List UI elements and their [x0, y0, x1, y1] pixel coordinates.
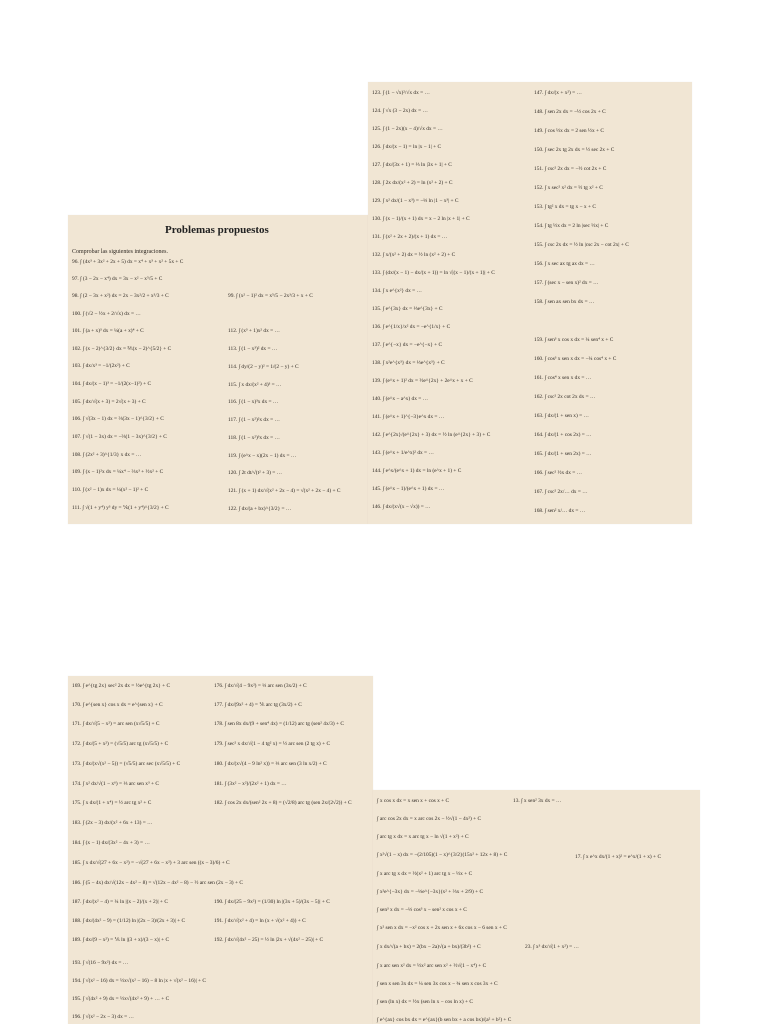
- equation-line: 193. ∫ √(16 − 9x²) dx = …: [72, 960, 129, 966]
- equation-line: ∫ x²√(1 − x) dx = −(2/105)(1 − x)^{3/2}(15x² + 12x + 8) + C: [377, 852, 508, 858]
- equation-line: 159. ∫ sen³ x cos x dx = ¼ sen⁴ x + C: [534, 337, 614, 343]
- equation-line: 139. ∫ (e^x + 1)² dx = ½e^{2x} + 2e^x + x + C: [372, 378, 473, 384]
- equation-line: 119. ∫ (e^x − x)(2x − 1) dx = …: [228, 453, 297, 459]
- equation-line: 135. ∫ e^{3x} dx = ⅓e^{3x} + C: [372, 306, 443, 312]
- equation-line: 172. ∫ dx/(5 + x²) = (√5/5) arc tg (x√5/5) + C: [72, 741, 169, 747]
- equation-line: 160. ∫ cos³ x sen x dx = −¼ cos⁴ x + C: [534, 356, 617, 362]
- equation-line: 195. ∫ √(4x² + 9) dx = ½x√(4x² + 9) + … + C: [72, 996, 170, 1002]
- equation-line: 132. ∫ x/(x² + 2) dx = ½ ln (x² + 2) + C: [372, 252, 456, 258]
- equation-line: 130. ∫ (x − 1)/(x + 1) dx = x − 2 ln |x + 1| + C: [372, 216, 470, 222]
- equation-line: 117. ∫ (1 − x²)²x dx = …: [228, 417, 280, 423]
- equation-line: 137. ∫ e^{−x} dx = −e^{−x} + C: [372, 342, 443, 348]
- equation-line: ∫ x dx/√(a + bx) = 2(bx − 2a)√(a + bx)/(3b²) + C: [377, 944, 481, 950]
- equation-line: ∫ x² sen x dx = −x² cos x + 2x sen x + 6x cos x − 6 sen x + C: [377, 925, 507, 931]
- equation-line: 150. ∫ sec 2x tg 2x dx = ½ sec 2x + C: [534, 147, 615, 153]
- equation-line: ∫ sen (ln x) dx = ½x (sen ln x − cos ln x) + C: [377, 999, 473, 1005]
- equation-line: 181. ∫ (3x² − x²)/(2x² + 1) dx = …: [214, 781, 287, 787]
- equation-line: 151. ∫ csc² 2x dx = −½ cot 2x + C: [534, 166, 607, 172]
- equation-line: 180. ∫ dx/(x√(4 − 9 ln² x)) = ⅓ arc sen (3 ln x/2) + C: [214, 761, 327, 767]
- equation-line: 136. ∫ e^{1/x}/x² dx = −e^{1/x} + C: [372, 324, 451, 330]
- equation-line: 142. ∫ e^{2x}/(e^{2x} + 3) dx = ½ ln (e^{2x} + 3) + C: [372, 432, 491, 438]
- equation-line: 144. ∫ e^x/(e^x + 1) dx = ln (e^x + 1) + C: [372, 468, 462, 474]
- equation-line: 187. ∫ dx/(x² − 4) = ¼ ln |(x − 2)/(x + 2)| + C: [72, 899, 168, 905]
- equation-line: 112. ∫ (x³ + 1)x² dx = …: [228, 328, 280, 334]
- top-left-page: [68, 215, 368, 524]
- equation-line: ∫ sen x sen 3x dx = ¼ sen 3x cos x − ¾ sen x cos 3x + C: [377, 981, 498, 987]
- equation-line: 129. ∫ x² dx/(1 − x³) = −⅓ ln |1 − x³| + C: [372, 198, 459, 204]
- equation-line: 125. ∫ (1 − 2x)(x − 4)/√x dx = …: [372, 126, 443, 132]
- equation-line: 168. ∫ sen² x/… dx = …: [534, 508, 586, 514]
- equation-line: 124. ∫ √x (3 − 2x) dx = …: [372, 108, 428, 114]
- bottom-right-page: [373, 790, 700, 1024]
- equation-line: 156. ∫ x sec ax tg ax dx = …: [534, 261, 595, 267]
- equation-line: 170. ∫ e^{sen x} cos x dx = e^{sen x} + C: [72, 702, 163, 708]
- equation-line: 101. ∫ (a + x)³ dx = ¼(a + x)⁴ + C: [72, 328, 144, 334]
- equation-line: 164. ∫ dx/(1 + cos 2x) = …: [534, 432, 592, 438]
- equation-line: 100. ∫ (√2 − ½x + 2/√x) dx = …: [72, 311, 141, 317]
- equation-line: 186. ∫ (5 − 4x) dx/√(12x − 4x² − 8) = √(12x − 4x² − 8) − ½ arc sen (2x − 3) + C: [72, 880, 243, 886]
- equation-line: 134. ∫ x e^{x²} dx = …: [372, 288, 422, 294]
- equation-line: 155. ∫ csc 2x dx = ½ ln |csc 2x − cot 2x| + C: [534, 242, 629, 248]
- equation-line: 163. ∫ dx/(1 + sen x) = …: [534, 413, 589, 419]
- equation-line: 138. ∫ x²e^{x³} dx = ⅓e^{x³} + C: [372, 360, 445, 366]
- equation-line: 148. ∫ sen 2x dx = −½ cos 2x + C: [534, 109, 606, 115]
- equation-line: 133. ∫ (dx/(x − 1) − dx/(x + 1)) = ln √|(x − 1)/(x + 1)| + C: [372, 270, 495, 276]
- equation-line: 120. ∫ 2t dt/√(t² + 3) = …: [228, 470, 283, 476]
- equation-line: 184. ∫ (x − 1) dx/(3x² − 4x + 3) = …: [72, 840, 150, 846]
- equation-line: 167. ∫ csc² 2x/… dx = …: [534, 489, 588, 495]
- equation-line: 118. ∫ (1 − x²)³x dx = …: [228, 435, 280, 441]
- equation-line: 157. ∫ (sec x − sen x)² dx = …: [534, 280, 599, 286]
- equation-line: 158. ∫ sen ax sen bx dx = …: [534, 299, 595, 305]
- page-subtitle: Comprobar las siguientes integraciones.: [72, 249, 168, 255]
- equation-line: 116. ∫ (1 − x)³x dx = …: [228, 399, 279, 405]
- equation-line: 171. ∫ dx/√(5 − x²) = arc sen (x√5/5) + C: [72, 721, 160, 727]
- equation-line: 17. ∫ x e^x dx/(1 + x)² = e^x/(1 + x) + C: [575, 854, 662, 860]
- equation-line: ∫ arc cos 2x dx = x arc cos 2x − ½√(1 − 4x²) + C: [377, 816, 482, 822]
- page-title: Problemas propuestos: [165, 224, 269, 236]
- equation-line: ∫ x cos x dx = x sen x + cos x + C: [377, 798, 450, 804]
- equation-line: 97. ∫ (3 − 2x − x⁴) dx = 3x − x² − x⁵/5 + C: [72, 276, 163, 282]
- equation-line: 140. ∫ (e^x − a^x) dx = …: [372, 396, 429, 402]
- equation-line: 154. ∫ tg ½x dx = 2 ln |sec ½x| + C: [534, 223, 609, 229]
- equation-line: 185. ∫ x dx/√(27 + 6x − x²) = −√(27 + 6x − x²) + 3 arc sen ((x − 3)/6) + C: [72, 860, 230, 866]
- equation-line: 194. ∫ √(x² − 16) dx = ½x√(x² − 16) − 8 ln |x + √(x² − 16)| + C: [72, 978, 207, 984]
- equation-line: 161. ∫ cos⁴ x sen x dx = …: [534, 375, 592, 381]
- equation-line: 173. ∫ dx/(x√(x² − 5)) = (√5/5) arc sec (x√5/5) + C: [72, 761, 181, 767]
- equation-line: 189. ∫ dx/(9 − x²) = ⅙ ln |(3 + x)/(3 − x)| + C: [72, 937, 170, 943]
- equation-line: ∫ x arc sen x² dx = ½x² arc sen x² + ½√(1 − x⁴) + C: [377, 963, 487, 969]
- equation-line: 103. ∫ dx/x³ = −1/(2x²) + C: [72, 363, 130, 369]
- equation-line: 128. ∫ 2x dx/(x² + 2) = ln (x² + 2) + C: [372, 180, 453, 186]
- equation-line: 146. ∫ dx/(x√(x − √x)) = …: [372, 504, 431, 510]
- equation-line: ∫ arc tg x dx = x arc tg x − ln √(1 + x²) + C: [377, 834, 469, 840]
- equation-line: 108. ∫ (2x² + 3)^{1/3} x dx = …: [72, 452, 142, 458]
- equation-line: 147. ∫ dx/(x + x²) = …: [534, 90, 582, 96]
- equation-line: 174. ∫ x² dx/√(1 − x⁶) = ⅓ arc sen x³ + C: [72, 781, 159, 787]
- equation-line: 166. ∫ sec² ½x dx = …: [534, 470, 583, 476]
- equation-line: 104. ∫ dx/(x − 1)³ = −1/(2(x−1)²) + C: [72, 381, 152, 387]
- equation-line: 190. ∫ dx/(25 − 9x²) = (1/30) ln |(3x + 5)/(3x − 5)| + C: [214, 899, 330, 905]
- equation-line: ∫ sen³ x dx = −⅓ cos³ x − sen² x cos x + C: [377, 907, 467, 913]
- equation-line: 192. ∫ dx/√(4x² − 25) = ½ ln |2x + √(4x² − 25)| + C: [214, 937, 324, 943]
- equation-line: 143. ∫ (e^x + 1/e^x)² dx = …: [372, 450, 434, 456]
- equation-line: 149. ∫ cos ½x dx = 2 sen ½x + C: [534, 128, 604, 134]
- equation-line: 105. ∫ dx/√(x + 3) = 2√(x + 3) + C: [72, 399, 146, 405]
- equation-line: 169. ∫ e^{tg 2x} sec² 2x dx = ½e^{tg 2x} + C: [72, 683, 171, 689]
- equation-line: 110. ∫ (x² − 1)x dx = ¼(x² − 1)² + C: [72, 487, 149, 493]
- equation-line: 152. ∫ x sec² x² dx = ½ tg x² + C: [534, 185, 603, 191]
- equation-line: 153. ∫ tg² x dx = tg x − x + C: [534, 204, 596, 210]
- equation-line: 23. ∫ x³ dx/√(1 + x²) = …: [525, 944, 579, 950]
- equation-line: 96. ∫ (4x³ + 3x² + 2x + 5) dx = x⁴ + x³ + x² + 5x + C: [72, 259, 184, 265]
- equation-line: 131. ∫ (x² + 2x + 2)/(x + 1) dx = …: [372, 234, 448, 240]
- equation-line: 122. ∫ dx/(a + bx)^{3/2} = …: [228, 506, 292, 512]
- equation-line: 145. ∫ (e^x − 1)/(e^x + 1) dx = …: [372, 486, 445, 492]
- equation-line: ∫ x arc tg x dx = ½(x² + 1) arc tg x − ½x + C: [377, 871, 473, 877]
- equation-line: 175. ∫ x dx/(1 + x⁴) = ½ arc tg x² + C: [72, 800, 152, 806]
- equation-line: 141. ∫ (e^x + 1)^{−3}e^x dx = …: [372, 414, 445, 420]
- equation-line: 123. ∫ (1 − √x)²/√x dx = …: [372, 90, 430, 96]
- equation-line: 107. ∫ √(1 − 3x) dx = −⅔(1 − 3x)^{3/2} + C: [72, 434, 167, 440]
- equation-line: 121. ∫ (x + 1) dx/√(x² + 2x − 4) = √(x² + 2x − 4) + C: [228, 488, 341, 494]
- equation-line: 114. ∫ dy/(2 − y)² = 1/(2 − y) + C: [228, 364, 299, 370]
- equation-line: 191. ∫ dx/√(x² + 4) = ln (x + √(x² + 4)) + C: [214, 918, 306, 924]
- equation-line: 176. ∫ dx/√(4 − 9x²) = ⅓ arc sen (3x/2) + C: [214, 683, 307, 689]
- bottom-left-page: [68, 676, 373, 1024]
- equation-line: 99. ∫ (x² − 1)² dx = x⁵/5 − 2x³/3 + x + C: [228, 293, 313, 299]
- equation-line: 127. ∫ dx/(3x + 1) = ⅓ ln |3x + 1| + C: [372, 162, 452, 168]
- equation-line: 126. ∫ dx/(x − 1) = ln |x − 1| + C: [372, 144, 442, 150]
- equation-line: 196. ∫ √(x² − 2x − 3) dx = …: [72, 1014, 134, 1020]
- equation-line: 13. ∫ x sen² 3x dx = …: [513, 798, 562, 804]
- equation-line: 106. ∫ √(3x − 1) dx = ⅔(3x − 1)^{3/2} + C: [72, 416, 164, 422]
- equation-line: ∫ e^{ax} cos bx dx = e^{ax}(b sen bx + a cos bx)/(a² + b²) + C: [377, 1017, 512, 1023]
- equation-line: 183. ∫ (2x − 3) dx/(x² + 6x + 13) = …: [72, 820, 153, 826]
- equation-line: 188. ∫ dx/(4x² − 9) = (1/12) ln |(2x − 3)/(2x + 3)| + C: [72, 918, 186, 924]
- top-right-page: [368, 82, 692, 524]
- equation-line: 102. ∫ (x − 2)^{3/2} dx = ⅖(x − 2)^{5/2} + C: [72, 346, 172, 352]
- equation-line: 115. ∫ x dx/(x² + 4)³ = …: [228, 382, 282, 388]
- equation-line: 111. ∫ √(1 + y⁴) y³ dy = ⅙(1 + y⁴)^{3/2} + C: [72, 505, 169, 511]
- equation-line: 113. ∫ (1 − x³)² dx = …: [228, 346, 278, 352]
- equation-line: 109. ∫ (x − 1)²x dx = ¼x⁴ − ⅔x³ + ½x² + C: [72, 469, 164, 475]
- equation-line: ∫ x²e^{−3x} dx = −⅓e^{−3x}(x² + ⅔x + 2/9) + C: [377, 889, 484, 895]
- equation-line: 179. ∫ sec² x dx/√(1 − 4 tg² x) = ½ arc sen (2 tg x) + C: [214, 741, 331, 747]
- equation-line: 178. ∫ sen 8x dx/(9 + sen⁴ 4x) = (1/12) arc tg (sen² 4x/3) + C: [214, 721, 344, 727]
- equation-line: 177. ∫ dx/(9x² + 4) = ⅙ arc tg (3x/2) + C: [214, 702, 302, 708]
- equation-line: 162. ∫ csc² 2x cot 2x dx = …: [534, 394, 596, 400]
- equation-line: 165. ∫ dx/(1 + sen 2x) = …: [534, 451, 592, 457]
- equation-line: 98. ∫ (2 − 3x + x²) dx = 2x − 3x²/2 + x³/3 + C: [72, 293, 169, 299]
- equation-line: 182. ∫ cos 2x dx/(sen² 2x + 8) = (√2/8) arc tg (sen 2x/(2√2)) + C: [214, 800, 352, 806]
